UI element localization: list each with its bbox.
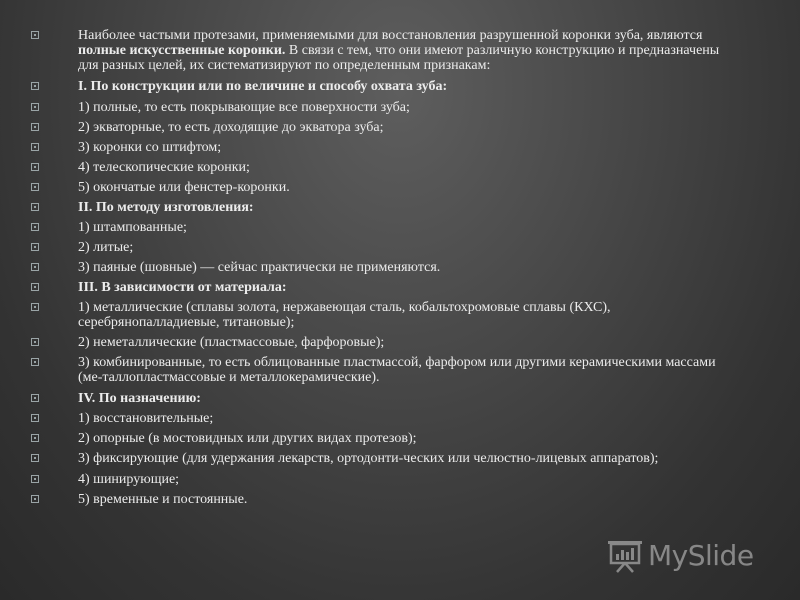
list-item-heading: II. По методу изготовления: xyxy=(30,200,730,215)
square-bullet-icon xyxy=(31,103,39,111)
list-item: 1) восстановительные; xyxy=(30,411,730,426)
list-item: 2) литые; xyxy=(30,240,730,255)
list-item: 5) временные и постоянные. xyxy=(30,492,730,507)
square-bullet-icon xyxy=(31,82,39,90)
square-bullet-icon xyxy=(31,283,39,291)
list-item: 3) фиксирующие (для удержания лекарств, ортодонти-ческих или челюстно-лицевых аппаратов); xyxy=(30,451,730,466)
intro-text-pre: Наиболее частыми протезами, применяемыми для восстановления разрушенной коронки зуба, являются xyxy=(78,28,703,43)
square-bullet-icon xyxy=(31,475,39,483)
square-bullet-icon xyxy=(31,358,39,366)
square-bullet-icon xyxy=(31,31,39,39)
list-item: 2) экваторные, то есть доходящие до экватора зуба; xyxy=(30,120,730,135)
square-bullet-icon xyxy=(31,414,39,422)
square-bullet-icon xyxy=(31,303,39,311)
square-bullet-icon xyxy=(31,163,39,171)
intro-text-post: В связи с тем, что они имеют различную конструкцию и предназначены для разных целей, их систематизируют по определенным признакам: xyxy=(78,43,720,73)
square-bullet-icon xyxy=(31,454,39,462)
slide-content xyxy=(30,28,730,512)
myslide-logo xyxy=(606,535,754,575)
square-bullet-icon xyxy=(31,394,39,402)
square-bullet-icon xyxy=(31,223,39,231)
list-item: 3) комбинированные, то есть облицованные пластмассой, фарфором или другими керамическими массами (ме-таллопластмассовые и металлокерамические). xyxy=(30,355,730,385)
list-item-heading: IV. По назначению: xyxy=(30,391,730,406)
logo-text: MySlide xyxy=(648,538,754,572)
list-item: 2) опорные (в мостовидных или других видах протезов); xyxy=(30,431,730,446)
square-bullet-icon xyxy=(31,263,39,271)
square-bullet-icon xyxy=(31,183,39,191)
list-item: 1) полные, то есть покрывающие все поверхности зуба; xyxy=(30,100,730,115)
list-item: 1) металлические (сплавы золота, нержавеющая сталь, кобальтохромовые сплавы (КХС), серебрянопалладиевые, титановые); xyxy=(30,300,730,330)
list-item-intro xyxy=(30,28,730,73)
square-bullet-icon xyxy=(31,143,39,151)
square-bullet-icon xyxy=(31,203,39,211)
list-item: 4) телескопические коронки; xyxy=(30,160,730,175)
square-bullet-icon xyxy=(31,243,39,251)
square-bullet-icon xyxy=(31,338,39,346)
list-item: 1) штампованные; xyxy=(30,220,730,235)
square-bullet-icon xyxy=(31,434,39,442)
list-item: 3) коронки со штифтом; xyxy=(30,140,730,155)
intro-text-bold: полные искусственные коронки. xyxy=(78,43,286,58)
list-item: 2) неметаллические (пластмассовые, фарфоровые); xyxy=(30,335,730,350)
list-item: 4) шинирующие; xyxy=(30,472,730,487)
list-item: 5) окончатые или фенстер-коронки. xyxy=(30,180,730,195)
presentation-board-icon xyxy=(606,537,644,573)
list-item-heading: I. По конструкции или по величине и способу охвата зуба: xyxy=(30,79,730,94)
square-bullet-icon xyxy=(31,495,39,503)
square-bullet-icon xyxy=(31,123,39,131)
list-item: 3) паяные (шовные) — сейчас практически не применяются. xyxy=(30,260,730,275)
list-item-heading: III. В зависимости от материала: xyxy=(30,280,730,295)
